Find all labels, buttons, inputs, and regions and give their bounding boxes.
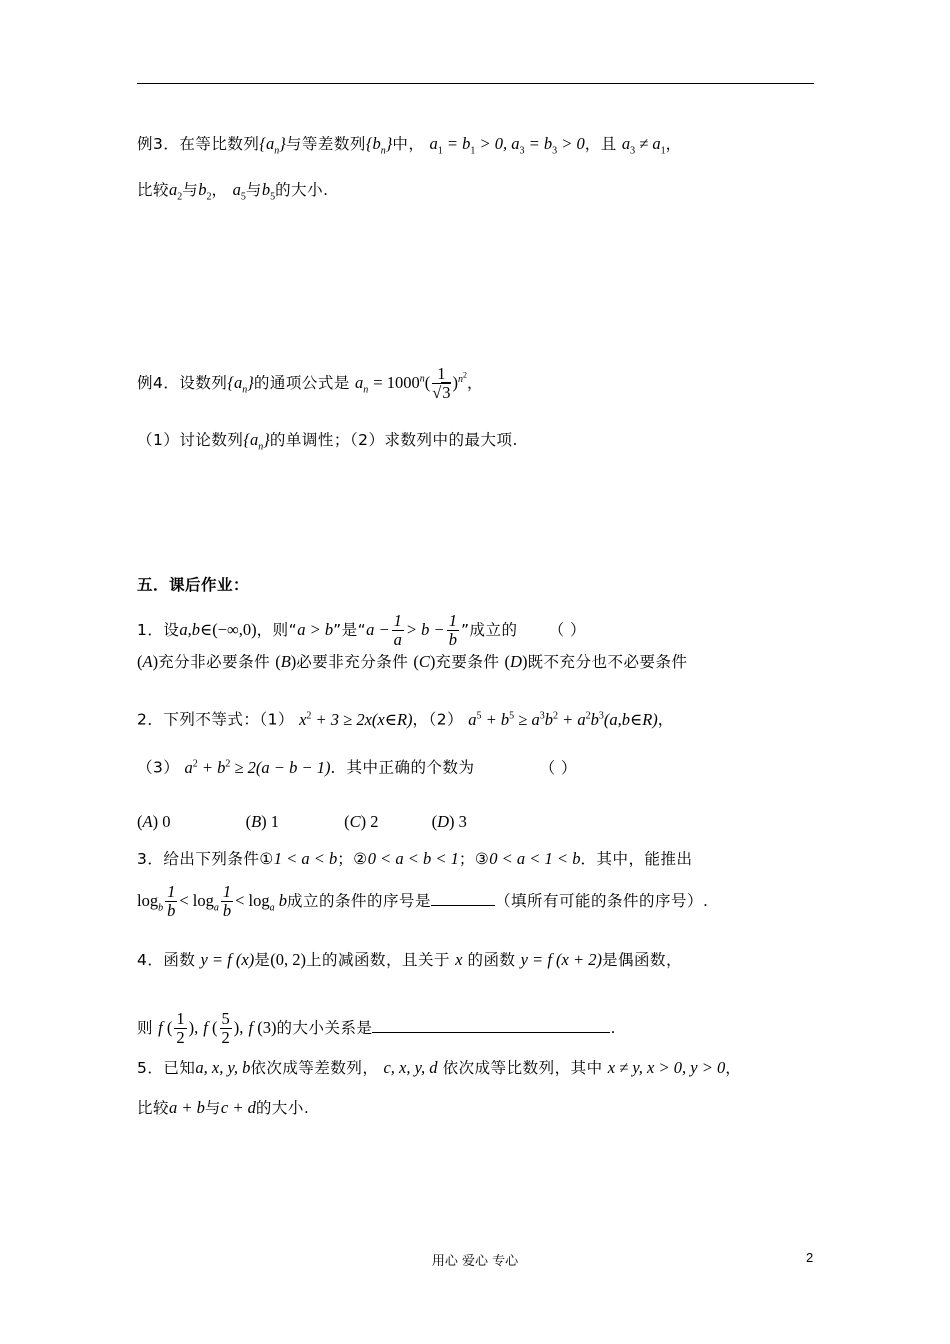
question-1-options: (A)充分非必要条件 (B)必要非充分条件 (C)充要条件 (D)既不充分也不必要条件 [137,652,688,671]
section-5-title: 五．课后作业： [137,576,250,594]
option-a: 充分非必要条件 [158,653,271,671]
footer-slogan: 用心 爱心 专心 [431,1254,519,1269]
option-d: 3 [458,812,467,831]
example-3-label: 例3．在等比数列 [137,135,260,153]
option-a: 0 [162,812,171,831]
example-3-line-1: 例3．在等比数列$\{a_n\}$与等差数列$\{b_n\}$中， $a_1 = b_1 > 0$, $a_3 = b_3 > 0$，且 $a_3 \ne a_1$， [137,134,682,157]
question-2-options: (A) 0 (B) 1 (C) 2 (D) 3 [137,812,467,831]
answer-blank[interactable] [431,891,495,906]
question-3-line-2: $\log_b$ $\frac{1}{b}$ < $\log_a$ $\frac{1}{b}$ < $\log_a b$成立的条件的序号是 （填所有可能的条件的序号）. [137,882,709,920]
question-2-line-1: 2．下列不等式：（1） $x^2 + 3$ ≥ 2x(x∈R)，（2） $a^5 + b^5 \ge a^3b^2$ + $a^2b^3(a,b\in R)$， [137,709,674,729]
question-3-line-1: 3．给出下列条件①1 < a < b；②0 < a < b < 1；③0 < a < 1 < b．其中，能推出 [137,849,693,868]
header-rule [137,83,814,84]
question-2-line-2: （3） $a^2 + b^2 \ge 2(a - b - 1)$．其中正确的个数为 （ ） [137,757,577,777]
page-number: 2 [806,1250,814,1265]
answer-paren: （ ） [539,758,577,777]
question-4-line-2: 则 f ( $\frac{1}{2}$ ), f ( $\frac{5}{2}$ ), f (3)的大小关系是 . [137,1009,616,1047]
question-1-line-1: 1．设a,b∈(−∞,0)，则“a > b”是“a − $\frac{1}{a}$ > b − $\frac{1}{b}$ ”成立的 （ ） [137,611,586,649]
answer-blank[interactable] [372,1018,610,1033]
option-b: 必要非充分条件 [296,653,409,671]
option-d: 既不充分也不必要条件 [527,653,688,671]
example-3-line-2: 比较$a_2$与$b_2$， $a_5$与$b_5$的大小. [137,180,329,203]
example-4-line-2: （1）讨论数列$\{a_n\}$的单调性；（2）求数列中的最大项. [137,430,518,453]
example-4-label: 例4．设数列 [137,374,228,392]
option-c: 充要条件 [435,653,500,671]
question-5-line-1: 5．已知a, x, y, b依次成等差数列， c, x, y, d 依次成等比数列，其中 x ≠ y, x > 0, y > 0， [137,1058,742,1077]
option-b: 1 [270,812,280,831]
question-5-line-2: 比较a + b与c + d的大小. [137,1098,310,1117]
question-4-line-1: 4．函数 y = f (x)是(0, 2)上的减函数，且关于 x 的函数 y = f (x + 2)是偶函数， [137,950,683,969]
option-c: 2 [370,812,379,831]
answer-paren: （ ） [548,621,586,639]
example-4-line-1: 例4．设数列$\{a_n\}$的通项公式是 $a_n = 1000^n$( $\frac{1}{√3}$ )$^{n^2}$， [137,364,484,402]
